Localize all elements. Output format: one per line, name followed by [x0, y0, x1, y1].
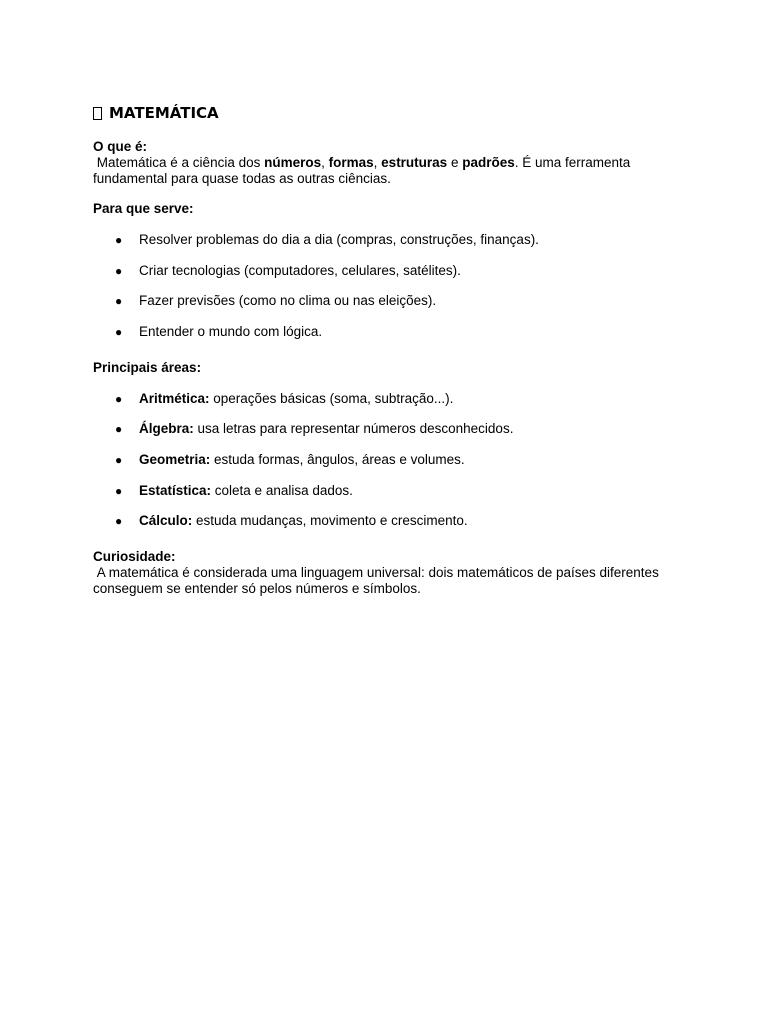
- bullet-icon: ●: [115, 514, 123, 529]
- list-item-text: Fazer previsões (como no clima ou nas eleições).: [139, 293, 437, 309]
- list-item: [93, 452, 683, 468]
- bold-formas: formas: [328, 155, 374, 170]
- list-item-text: Resolver problemas do dia a dia (compras, construções, finanças).: [139, 232, 539, 247]
- area-term: Geometria:: [139, 451, 211, 467]
- list-item: [93, 421, 683, 437]
- uses-list: [93, 232, 683, 340]
- list-item: [93, 263, 683, 279]
- page-title-text: MATEMÁTICA: [109, 104, 219, 122]
- bullet-icon: ●: [115, 452, 123, 467]
- area-term: Aritmética:: [139, 390, 210, 406]
- bullet-icon: ●: [115, 483, 123, 498]
- sep-1: ,: [321, 155, 329, 170]
- bullet-icon: ●: [115, 233, 123, 247]
- what-is-text: [93, 155, 683, 187]
- area-desc: coleta e analisa dados.: [211, 482, 353, 498]
- list-item: [93, 293, 683, 309]
- area-desc: usa letras para representar números desconhecidos.: [193, 421, 514, 437]
- areas-section: [93, 360, 683, 529]
- list-item: [93, 513, 683, 529]
- page-title: [93, 103, 683, 123]
- list-item-text: Criar tecnologias (computadores, celulares, satélites).: [139, 262, 461, 278]
- area-desc: estuda formas, ângulos, áreas e volumes.: [210, 451, 465, 467]
- uses-section: [93, 201, 683, 340]
- curiosity-section: [93, 549, 683, 597]
- list-item-text: Entender o mundo com lógica.: [139, 323, 323, 339]
- bold-estruturas: estruturas: [381, 155, 448, 170]
- bold-padroes: padrões: [462, 155, 515, 170]
- curiosity-text: [93, 565, 683, 597]
- bullet-icon: ●: [115, 422, 123, 437]
- bullet-icon: ●: [115, 263, 123, 278]
- list-item: [93, 391, 683, 407]
- list-item: [93, 483, 683, 499]
- area-desc: estuda mudanças, movimento e crescimento.: [192, 513, 468, 529]
- area-term: Álgebra:: [139, 421, 194, 437]
- area-desc: operações básicas (soma, subtração...).: [209, 390, 454, 406]
- missing-glyph-icon: [93, 107, 102, 120]
- bold-numeros: números: [264, 155, 322, 170]
- bullet-icon: ●: [115, 391, 123, 406]
- list-item: [93, 324, 683, 340]
- curiosity-label: Curiosidade:: [93, 549, 176, 565]
- what-is-label: O que é:: [93, 139, 148, 154]
- what-is-text-2: . É uma ferramenta fundamental para quase todas as outras ciências.: [93, 155, 631, 186]
- bullet-icon: ●: [115, 294, 123, 309]
- uses-label: Para que serve:: [93, 201, 194, 216]
- area-term: Estatística:: [139, 482, 212, 498]
- curiosity-text-body: A matemática é considerada uma linguagem universal: dois matemáticos de países diferentes conseguem se entender só pelos números e símbolos.: [93, 565, 659, 597]
- areas-list: [93, 391, 683, 529]
- area-term: Cálculo:: [139, 513, 193, 529]
- bullet-icon: ●: [115, 324, 123, 339]
- sep-2: ,: [373, 155, 382, 170]
- list-item: [93, 232, 683, 248]
- what-is-text-1: Matemática é a ciência dos: [96, 155, 265, 170]
- areas-label: Principais áreas:: [93, 359, 202, 375]
- sep-3: e: [447, 155, 463, 170]
- what-is-section: [93, 139, 683, 187]
- document-content: [93, 103, 683, 611]
